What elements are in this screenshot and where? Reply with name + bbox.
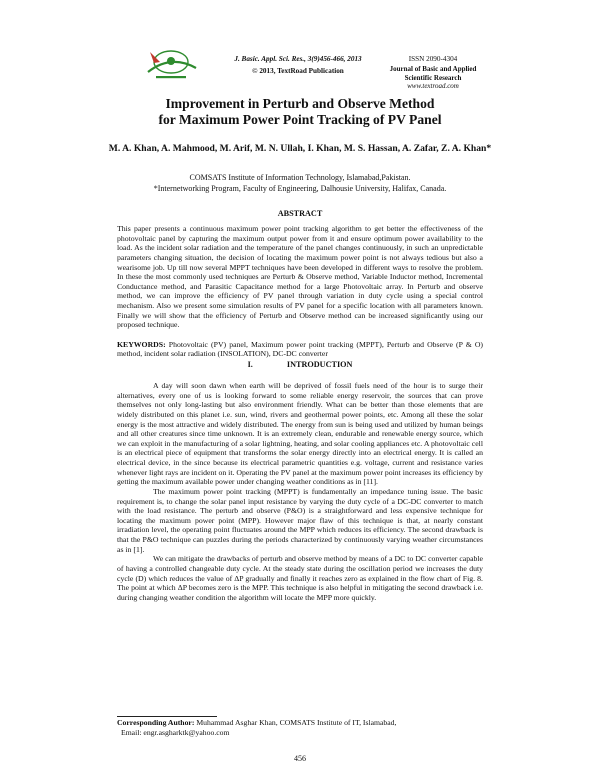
footnote-rule [117, 716, 217, 717]
title-line-1: Improvement in Perturb and Observe Method [165, 96, 435, 111]
section-heading-introduction [0, 360, 600, 369]
intro-paragraph-1: A day will soon dawn when earth will be deprived of fossil fuels need of the hour is to surge their alternatives, every one of us is looking forward to some reliable energy reservoir, the sources that can prove themselves not only long-lasting but also environment friendly. What can be better than those elements that are widely distributed on this planet i.e. sun, wind, rivers and geothermal power points, etc. Among all these the solar energy is the most attractive and widely distributed. The energy from sun is being used and utilized by human beings and all other creatures since time unknown. It is an extremely clean, endurable and renewable energy source, which we can exploit in the manufacturing of a solar lightning, heating, and solar cooling appliances etc. A photovoltaic cell is an electrical piece of equipment that transforms the solar energy directly into an electrical energy. It is called an electrical device, in the since because its electrical parametric quantities e.g. voltage, current and resistance varies whenever light rays are incident on it. Operating the PV panel at the maximum power point increases its efficiency by getting the maximum available power under changing weather conditions as in [11]. [117, 381, 483, 487]
journal-website[interactable]: www.textroad.com [407, 82, 459, 90]
author-list: M. A. Khan, A. Mahmood, M. Arif, M. N. Ullah, I. Khan, M. S. Hassan, A. Zafar, Z. A. Khan* [108, 143, 492, 154]
journal-name-line1: Journal of Basic and Applied [389, 65, 477, 73]
journal-citation: J. Basic. Appl. Sci. Res., 3(9)456-466, 2013 [234, 55, 362, 63]
publisher-logo [140, 44, 202, 84]
keywords-label: KEYWORDS: [117, 339, 166, 349]
affiliation-2: *Internetworking Program, Faculty of Engineering, Dalhousie University, Halifax, Canada. [153, 183, 447, 193]
section-number: I. [247, 360, 253, 369]
abstract-heading: ABSTRACT [277, 209, 323, 218]
journal-name-line2: Scientific Research [404, 73, 462, 82]
page-number: 456 [294, 754, 306, 763]
intro-paragraph-3: We can mitigate the drawbacks of perturb and observe method by means of a DC to DC converter capable of having a controlled changeable duty cycle. At the steady state during the oscillation period we increases the duty cycle (D) which reduces the value of ΔP gradually and finally it reaches zero as explained in the flow chart of Fig. 8. The point at which ΔP becomes zero is the MPP. This technique is also helpful in mitigating the second drawback i.e. during changing weather condition the algorithm will locate the MPP more quickly. [117, 554, 483, 602]
footnote-email[interactable]: Email: engr.asgharktk@yahoo.com [121, 727, 230, 737]
footnote-text: Muhammad Asghar Khan, COMSATS Institute of IT, Islamabad, [196, 718, 397, 727]
affiliations [0, 173, 600, 194]
corresponding-author-footnote [117, 718, 396, 737]
keywords [117, 340, 483, 359]
keywords-text: Photovoltaic (PV) panel, Maximum power point tracking (MPPT), Perturb and Observe (P & O) method, incident solar radiation (INSOLATION), DC-DC converter [117, 339, 484, 359]
intro-paragraph-2: The maximum power point tracking (MPPT) is fundamentally an impedance tuning issue. The basic requirement is, to change the solar panel input resistance by varying the duty cycle of a DC-DC converter to match with the load resistance. The perturb and observe (P&O) is a straightforward and less expensive technique for locating the maximum power point (MPP). However major flaw of this technique is that, at nearly constant irradiation level, the operating point fluctuates around the MPP which reduces its efficiency. The second drawback is that the P&O technique can puzzles during the periods characterized by continuously varying weather circumstances as in [1]. [117, 486, 483, 554]
copyright-line: © 2013, TextRoad Publication [252, 67, 344, 75]
paper-title [0, 96, 600, 128]
issn: ISSN 2090-4304 [408, 55, 458, 63]
title-line-2: for Maximum Power Point Tracking of PV Panel [158, 112, 442, 127]
affiliation-1: COMSATS Institute of Information Technology, Islamabad,Pakistan. [189, 173, 411, 182]
abstract-body: This paper presents a continuous maximum power point tracking algorithm to get better the effectiveness of the photovoltaic panel by capturing the maximum output power from it and ensure optimum power availability to the load. As the incident solar radiation and the temperature of the panel changes continuously, in such an unpredictable parameters changing situation, the decision of locating the maximum power point is not always tedious but also a wearisome job. Up till now several MPPT techniques have been developed in different ways to resolve the problem. In these the most commonly used techniques are Perturb & Observe method, Variable Inductor method, Incremental Conductance method, and Parasitic Capacitance method for a large Photovoltaic array. In Perturb and observe method, we can improve the efficiency of PV panel through variation in duty cycle using a special control mechanism. Also we present some simulation results of PV panel for a specific location with all parameters known. Finally we will show that the efficiency of Perturb and Observe method can be increased significantly using our proposed technique. [117, 224, 483, 330]
footnote-label: Corresponding Author: [117, 718, 195, 727]
section-title: INTRODUCTION [286, 360, 353, 369]
